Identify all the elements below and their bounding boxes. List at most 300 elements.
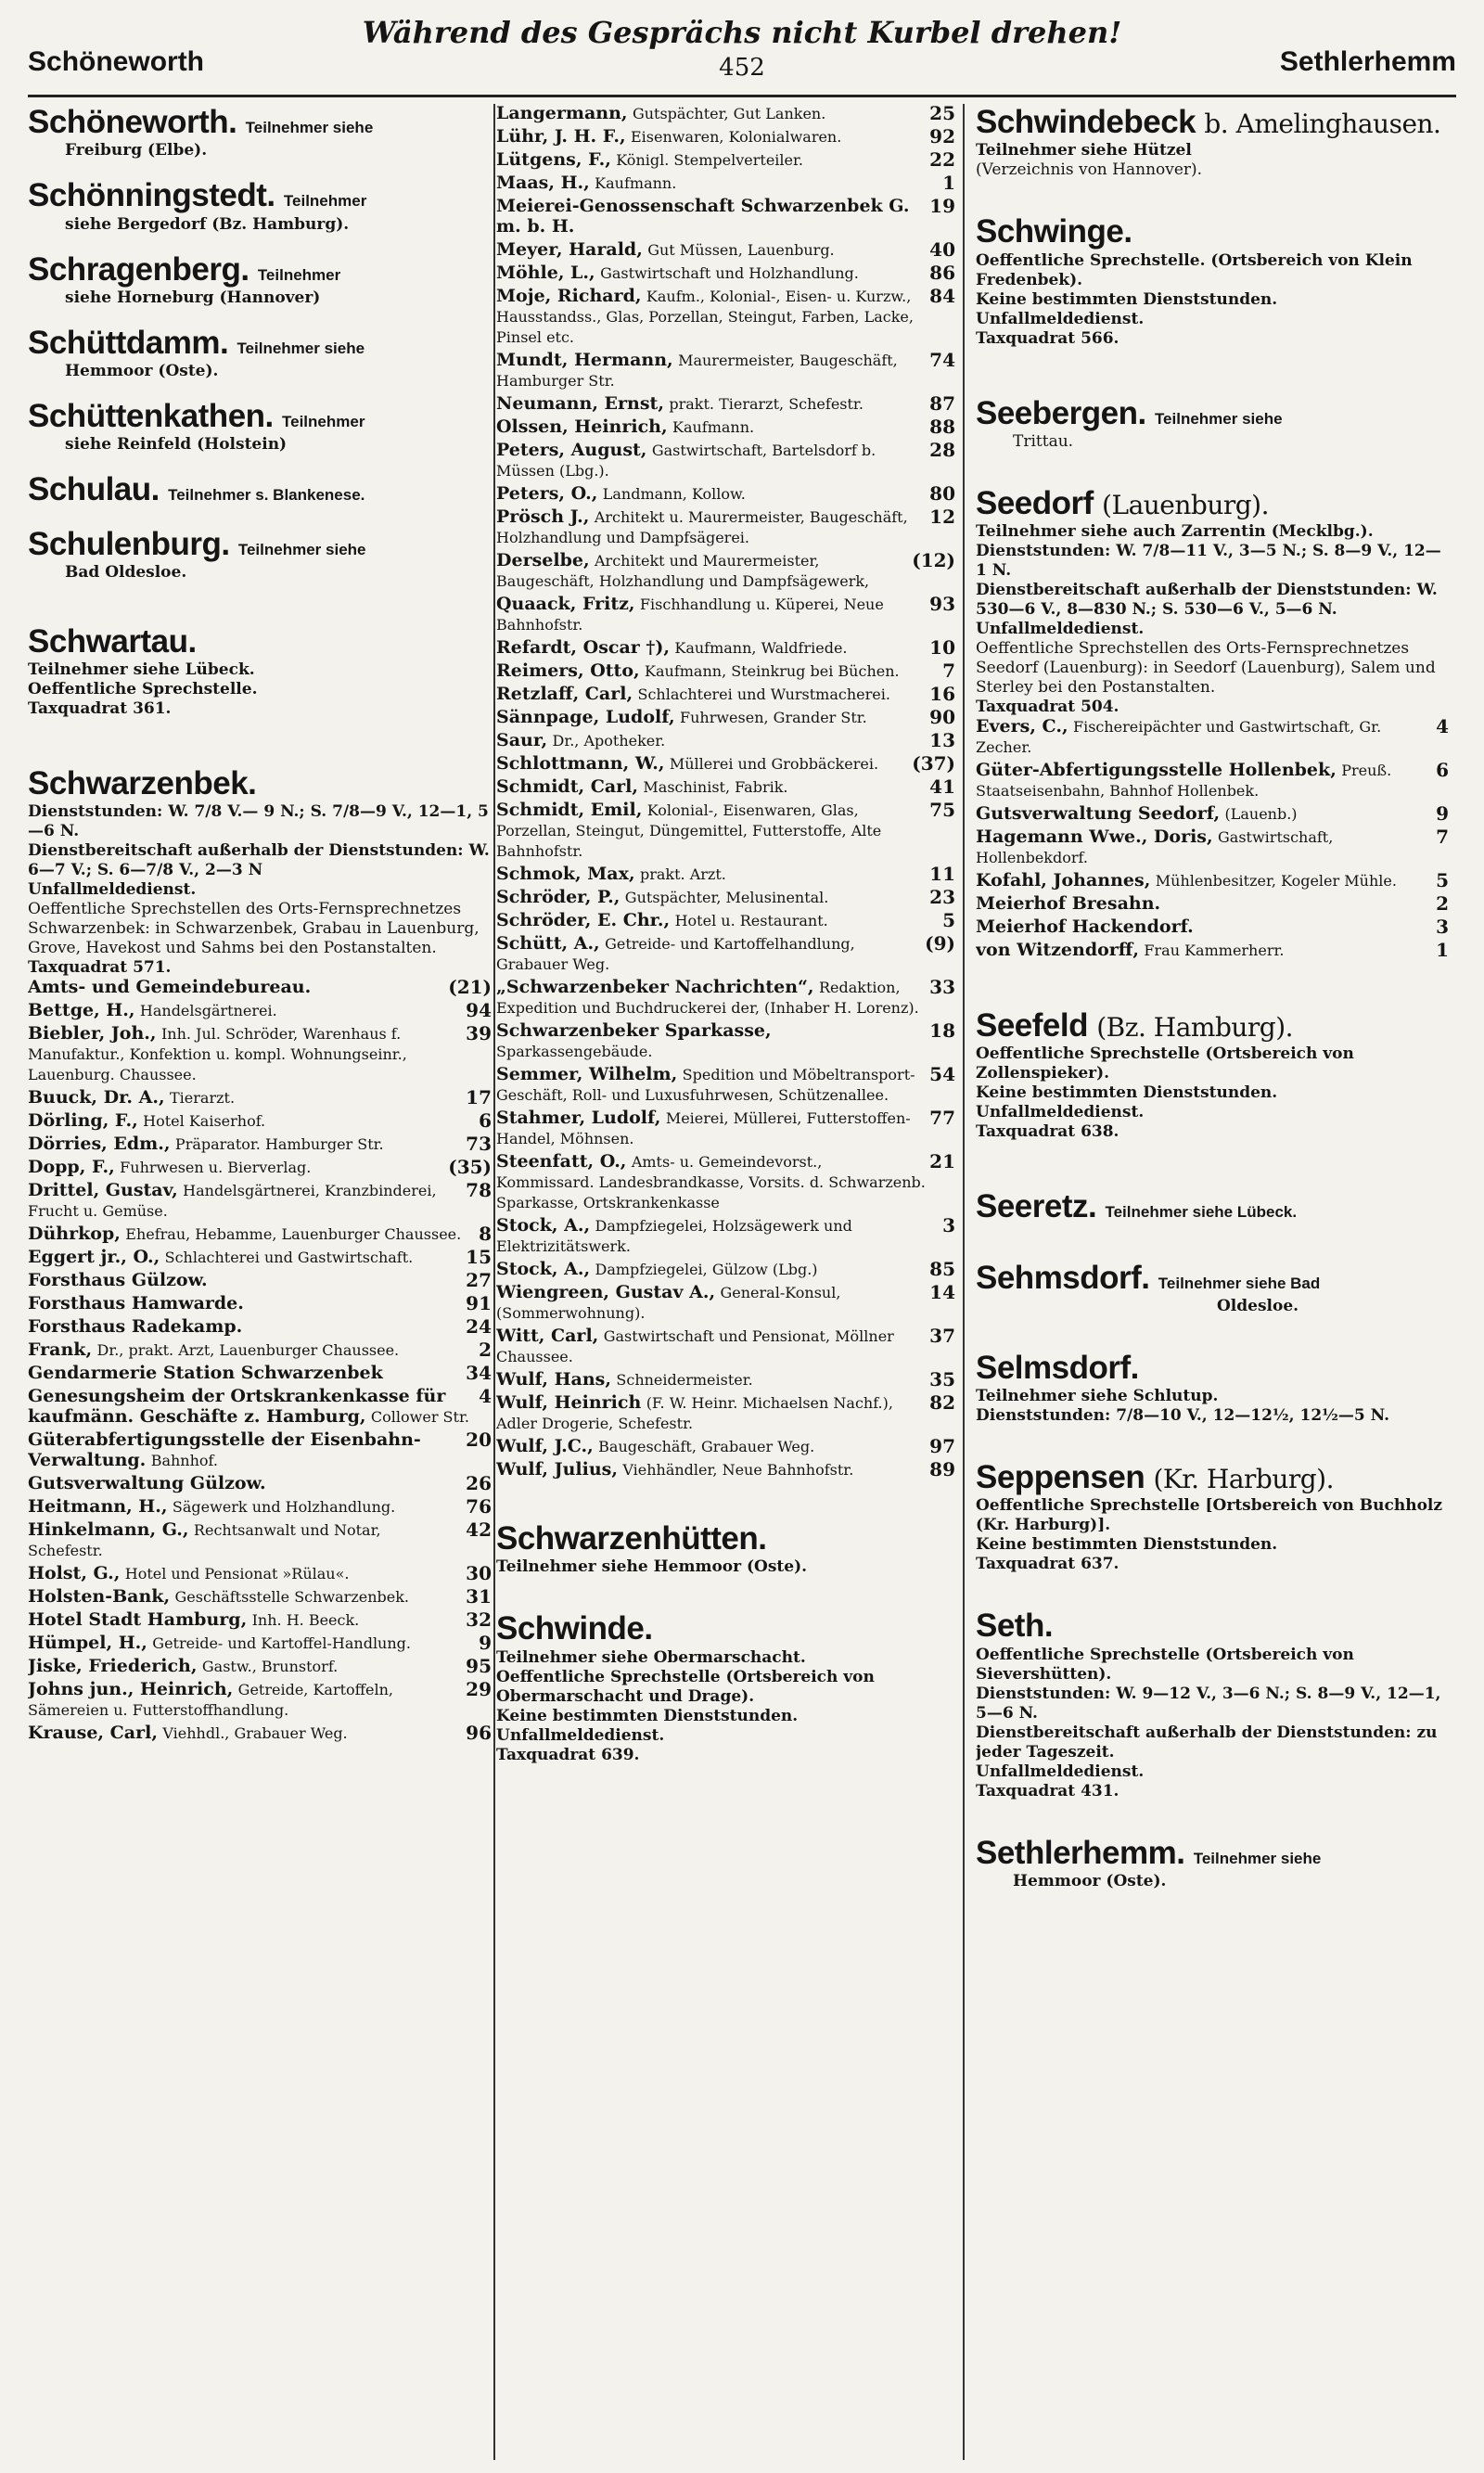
subscriber-name: Retzlaff, Carl, xyxy=(496,685,633,704)
subscriber-name: Lühr, J. H. F., xyxy=(496,127,626,147)
town-name: Schulau. xyxy=(28,471,160,508)
phone-number: 17 xyxy=(466,1088,492,1109)
subscriber-name: Güterabfertigungsstelle der Eisenbahn-Verwaltung. xyxy=(28,1430,421,1471)
subscriber-entry xyxy=(496,708,955,728)
town-reference: Teilnehmer siehe xyxy=(237,339,365,357)
subscriber-entry xyxy=(496,1283,955,1324)
subscriber-entry xyxy=(28,1474,492,1494)
subscriber-name: Gutsverwaltung Gülzow. xyxy=(28,1474,266,1494)
page-header xyxy=(28,15,1456,93)
town-heading xyxy=(976,395,1449,432)
town-heading xyxy=(976,1835,1449,1872)
subscriber-name: Witt, Carl, xyxy=(496,1326,599,1346)
phone-number: 29 xyxy=(466,1680,492,1701)
subscriber-list xyxy=(28,978,492,1744)
town-block-seebergen xyxy=(976,395,1449,452)
subscriber-entry xyxy=(28,1001,492,1021)
subscriber-entry xyxy=(496,394,955,415)
town-subtitle: (Bz. Hamburg). xyxy=(1096,1012,1294,1043)
column-3 xyxy=(976,104,1449,2460)
subscriber-description: Redaktion, Expedition und Buchdruckerei der, (Inhaber H. Lorenz). xyxy=(496,979,919,1017)
info-line: Taxquadrat 431. xyxy=(976,1781,1119,1800)
subscriber-entry xyxy=(976,871,1449,891)
subscriber-name: Frank, xyxy=(28,1340,93,1361)
phone-number: 16 xyxy=(929,685,955,705)
town-name: Schragenberg. xyxy=(28,250,249,288)
subscriber-name: Stahmer, Ludolf, xyxy=(496,1108,661,1128)
phone-number: 75 xyxy=(929,801,955,821)
subscriber-description: Hotel u. Restaurant. xyxy=(674,912,828,929)
town-heading xyxy=(28,471,492,508)
subscriber-description: Gastwirtschaft, Bartelsdorf b. Müssen (Lbg.). xyxy=(496,442,876,480)
subscriber-description: Gastwirtschaft, Hollenbekdorf. xyxy=(976,828,1334,866)
town-reference-target: Bad Oldesloe. xyxy=(65,562,187,582)
info-line: Dienstbereitschaft außerhalb der Dienststunden: W. 6—7 V.; S. 6—7/8 V., 2—3 N xyxy=(28,841,490,880)
subscriber-entry xyxy=(496,551,955,592)
subscriber-entry xyxy=(28,1587,492,1608)
subscriber-description: Frau Kammerherr. xyxy=(1144,942,1285,959)
info-line: Dienststunden: W. 9—12 V., 3—6 N.; S. 8—9 V., 12—1, 5—6 N. xyxy=(976,1684,1441,1723)
town-name: Schöneworth. xyxy=(28,104,237,140)
subscriber-entry xyxy=(28,1680,492,1721)
info-line: Keine bestimmten Dienststunden. Unfallmeldedienst. xyxy=(976,289,1278,328)
phone-number: 22 xyxy=(929,150,955,171)
subscriber-description: Viehhändler, Neue Bahnhofstr. xyxy=(622,1461,854,1479)
info-line: Unfallmeldedienst. xyxy=(28,880,197,900)
info-line: Hemmoor (Oste). xyxy=(1013,1871,1167,1890)
town-heading xyxy=(976,1459,1449,1496)
phone-number: 8 xyxy=(479,1224,492,1246)
subscriber-entry xyxy=(28,1610,492,1631)
phone-number: 27 xyxy=(466,1271,492,1292)
subscriber-description: Handelsgärtnerei. xyxy=(139,1002,277,1020)
phone-number: (12) xyxy=(912,551,955,571)
phone-number: 89 xyxy=(929,1460,955,1480)
town-heading: Schwinge. xyxy=(976,213,1132,250)
subscriber-entry xyxy=(28,1271,492,1291)
subscriber-name: Saur, xyxy=(496,731,548,750)
town-name: Sethlerhemm. xyxy=(976,1834,1185,1871)
subscriber-entry xyxy=(496,1260,955,1280)
subscriber-entry xyxy=(496,507,955,548)
subscriber-entry xyxy=(28,1723,492,1744)
town-reference-block xyxy=(28,177,492,234)
town-heading xyxy=(28,251,492,288)
subscriber-entry xyxy=(496,1326,955,1367)
phone-number: 91 xyxy=(466,1294,492,1315)
subscriber-entry xyxy=(496,127,955,147)
subscriber-list-continued xyxy=(496,104,955,1480)
subscriber-name: Peters, August, xyxy=(496,441,647,460)
phone-number: 23 xyxy=(929,888,955,908)
subscriber-entry xyxy=(496,595,955,635)
subscriber-description: General-Konsul, (Sommerwohnung). xyxy=(496,1284,841,1322)
subscriber-name: Holsten-Bank, xyxy=(28,1587,171,1608)
subscriber-entry xyxy=(496,173,955,194)
phone-number: 20 xyxy=(466,1430,492,1452)
subscriber-name: Meierhof Hackendorf. xyxy=(976,917,1194,937)
subscriber-description: Architekt und Maurermeister, Baugeschäft, Holzhandlung und Dampfsägewerk, xyxy=(496,552,870,590)
subscriber-name: Dopp, F., xyxy=(28,1158,115,1178)
subscriber-name: Derselbe, xyxy=(496,551,590,570)
subscriber-entry xyxy=(28,1634,492,1654)
town-reference-block xyxy=(28,526,492,583)
town-heading: Schwarzenbek. xyxy=(28,765,257,801)
town-block-seedorf xyxy=(976,485,1449,961)
subscriber-name: Mundt, Hermann, xyxy=(496,351,673,370)
phone-number: 32 xyxy=(466,1610,492,1632)
phone-number: (37) xyxy=(912,754,955,775)
info-line: Taxquadrat 571. xyxy=(28,958,172,978)
town-reference: Teilnehmer siehe Lübeck. xyxy=(1105,1203,1298,1222)
info-line: Oeffentliche Sprechstelle (Ortsbereich von Zollenspieker). xyxy=(976,1044,1354,1083)
subscriber-description: Müllerei und Grobbäckerei. xyxy=(669,755,879,773)
subscriber-name: Schröder, P., xyxy=(496,888,620,907)
phone-number: 74 xyxy=(929,351,955,371)
subscriber-list xyxy=(976,717,1449,961)
subscriber-entry xyxy=(496,1108,955,1149)
subscriber-entry xyxy=(28,1340,492,1361)
town-reference: Teilnehmer siehe Bad xyxy=(1158,1274,1321,1292)
subscriber-name: Refardt, Oscar †), xyxy=(496,638,670,658)
town-heading xyxy=(28,177,492,214)
subscriber-entry xyxy=(976,827,1449,868)
subscriber-description: Präparator. Hamburger Str. xyxy=(174,1135,384,1154)
subscriber-description: Kaufmann, Steinkrug bei Büchen. xyxy=(645,662,900,680)
phone-number: 6 xyxy=(1436,761,1449,781)
subscriber-name: Lütgens, F., xyxy=(496,150,611,170)
info-line: Oeffentliche Sprechstelle. xyxy=(28,680,258,698)
subscriber-name: Bettge, H., xyxy=(28,1001,135,1021)
phone-number: 87 xyxy=(929,394,955,415)
town-block-schwartau xyxy=(28,623,492,719)
info-line: (Verzeichnis von Hannover). xyxy=(976,160,1203,180)
subscriber-description: Geschäftsstelle Schwarzenbek. xyxy=(174,1588,410,1607)
phone-number: 39 xyxy=(466,1024,492,1045)
subscriber-entry xyxy=(496,287,955,348)
subscriber-description: Dr., Apotheker. xyxy=(552,732,666,750)
subscriber-entry xyxy=(28,1248,492,1268)
town-block-seth xyxy=(976,1608,1449,1800)
page-number: 452 xyxy=(719,54,765,82)
subscriber-entry xyxy=(496,1065,955,1106)
subscriber-entry xyxy=(496,104,955,124)
subscriber-description: Amts- u. Gemeindevorst., Kommissard. Landesbrandkasse, Vorsits. d. Schwarzenb. Sparkasse, Ortskrankenkasse xyxy=(496,1153,926,1211)
subscriber-entry xyxy=(28,1497,492,1518)
phone-number: (9) xyxy=(925,934,955,955)
subscriber-description: Ehefrau, Hebamme, Lauenburger Chaussee. xyxy=(125,1225,462,1244)
subscriber-description: Schlachterei und Gastwirtschaft. xyxy=(164,1249,414,1267)
phone-number: 54 xyxy=(929,1065,955,1085)
phone-number: 95 xyxy=(466,1657,492,1678)
subscriber-description: Getreide- und Kartoffelhandlung, Grabauer Weg. xyxy=(496,935,855,973)
subscriber-description: Landmann, Kollow. xyxy=(602,485,746,503)
subscriber-entry xyxy=(976,717,1449,758)
subscriber-name: Forsthaus Radekamp. xyxy=(28,1317,243,1338)
info-line: Taxquadrat 638. xyxy=(976,1122,1119,1142)
phone-number: 73 xyxy=(466,1134,492,1156)
subscriber-entry xyxy=(28,1520,492,1561)
town-reference-block xyxy=(28,104,492,160)
phone-number: 3 xyxy=(1436,917,1449,938)
subscriber-description: Getreide- und Kartoffel-Handlung. xyxy=(152,1634,411,1653)
phone-number: 6 xyxy=(479,1111,492,1133)
town-block-selmsdorf xyxy=(976,1350,1449,1426)
phone-number: 18 xyxy=(929,1021,955,1042)
subscriber-entry xyxy=(28,1657,492,1677)
subscriber-name: Biebler, Joh., xyxy=(28,1024,157,1044)
town-reference: Teilnehmer siehe xyxy=(1193,1849,1322,1867)
town-heading xyxy=(28,325,492,362)
info-line: Taxquadrat 637. xyxy=(976,1555,1119,1574)
subscriber-description: Kaufmann. xyxy=(595,174,677,192)
subscriber-entry xyxy=(28,1364,492,1384)
subscriber-name: Schmok, Max, xyxy=(496,865,635,884)
subscriber-name: Maas, H., xyxy=(496,173,590,193)
subscriber-description: Mühlenbesitzer, Kogeler Mühle. xyxy=(1155,872,1397,890)
subscriber-entry xyxy=(28,1564,492,1584)
subscriber-entry xyxy=(496,731,955,751)
town-reference-target: Freiburg (Elbe). xyxy=(65,141,208,160)
subscriber-name: Güter-Abfertigungsstelle Hollenbek, xyxy=(976,761,1337,780)
phone-number: 96 xyxy=(466,1723,492,1745)
subscriber-name: Heitmann, H., xyxy=(28,1497,168,1518)
subscriber-entry xyxy=(976,804,1449,825)
subscriber-description: Hotel und Pensionat »Rülau«. xyxy=(124,1565,350,1583)
phone-number: 21 xyxy=(929,1152,955,1172)
phone-number: (35) xyxy=(448,1158,492,1179)
info-line: Dienststunden: 7/8—10 V., 12—12½, 12½—5 N. xyxy=(976,1406,1390,1425)
subscriber-name: Krause, Carl, xyxy=(28,1723,158,1744)
subscriber-description: Spedition und Möbeltransport-Geschäft, Roll- und Luxusfuhrwesen, Schützenallee. xyxy=(496,1066,915,1104)
town-heading: Schwarzenhütten. xyxy=(496,1520,767,1557)
info-line: Oeffentliche Sprechstelle (Ortsbereich von Obermarschacht und Drage). xyxy=(496,1667,875,1706)
column-divider-2 xyxy=(963,104,965,2460)
subscriber-name: Schmidt, Carl, xyxy=(496,777,638,797)
phone-number: 82 xyxy=(929,1393,955,1414)
subscriber-name: Schütt, A., xyxy=(496,934,600,954)
subscriber-description: Tierarzt. xyxy=(170,1089,236,1108)
subscriber-description: Gutspächter, Gut Lanken. xyxy=(632,105,826,122)
phone-number: 4 xyxy=(479,1387,492,1408)
subscriber-name: Schmidt, Emil, xyxy=(496,801,643,820)
phone-number: 2 xyxy=(479,1340,492,1362)
subscriber-entry xyxy=(28,978,492,998)
phone-number: 15 xyxy=(466,1248,492,1269)
subscriber-description: Maurermeister, Baugeschäft, Hamburger Str. xyxy=(496,352,898,390)
town-block-seeretz xyxy=(976,1188,1449,1225)
phone-number: 3 xyxy=(942,1216,955,1236)
subscriber-name: „Schwarzenbeker Nachrichten“, xyxy=(496,978,814,997)
info-line: Dienststunden: W. 7/8 V.— 9 N.; S. 7/8—9 V., 12—1, 5—6 N. xyxy=(28,802,489,841)
phone-number: 9 xyxy=(1436,804,1449,825)
subscriber-name: Forsthaus Hamwarde. xyxy=(28,1294,244,1314)
subscriber-name: Langermann, xyxy=(496,104,628,123)
phone-number: 19 xyxy=(929,197,955,217)
subscriber-entry xyxy=(496,1437,955,1457)
town-name: Seefeld xyxy=(976,1007,1088,1044)
phone-number: 30 xyxy=(466,1564,492,1585)
town-block-schwindebeck xyxy=(976,104,1449,180)
town-subtitle: (Lauenburg). xyxy=(1102,489,1269,520)
subscriber-name: Dörries, Edm., xyxy=(28,1134,171,1155)
subscriber-entry xyxy=(28,1181,492,1222)
subscriber-entry xyxy=(496,661,955,682)
subscriber-name: Schwarzenbeker Sparkasse, xyxy=(496,1021,772,1041)
subscriber-name: Kofahl, Johannes, xyxy=(976,871,1151,891)
subscriber-description: prakt. Tierarzt, Schefestr. xyxy=(669,395,864,413)
town-heading xyxy=(28,104,492,141)
subscriber-name: Eggert jr., O., xyxy=(28,1248,160,1268)
subscriber-name: Meierei-Genossenschaft Schwarzenbek G. m. b. H. xyxy=(496,197,910,237)
info-line: Teilnehmer siehe Schlutup. xyxy=(976,1387,1219,1405)
town-heading: Schwinde. xyxy=(496,1610,653,1647)
subscriber-description: Sägewerk und Holzhandlung. xyxy=(172,1498,396,1517)
subscriber-entry xyxy=(28,1134,492,1155)
phone-number: 26 xyxy=(466,1474,492,1495)
subscriber-name: Quaack, Fritz, xyxy=(496,595,635,614)
subscriber-description: Preuß. Staatseisenbahn, Bahnhof Hollenbek. xyxy=(976,762,1392,800)
subscriber-description: Maschinist, Fabrik. xyxy=(643,778,788,796)
subscriber-description: prakt. Arzt. xyxy=(639,865,726,883)
header-left-keyword: Schöneworth xyxy=(28,46,205,77)
town-reference-block xyxy=(28,471,492,508)
town-reference: Teilnehmer xyxy=(257,265,341,284)
subscriber-name: Olssen, Heinrich, xyxy=(496,417,668,437)
subscriber-entry xyxy=(496,263,955,284)
phone-number: 14 xyxy=(929,1283,955,1303)
subscriber-entry xyxy=(496,1393,955,1434)
subscriber-entry xyxy=(976,761,1449,801)
phone-number: (21) xyxy=(448,978,492,999)
subscriber-description: Kolonial-, Eisenwaren, Glas, Porzellan, Steingut, Düngemittel, Futterstoffe, Alte Bahnhofstr. xyxy=(496,801,882,860)
subscriber-description: Viehhdl., Grabauer Weg. xyxy=(162,1724,348,1743)
subscriber-entry xyxy=(496,1152,955,1213)
town-name: Seedorf xyxy=(976,484,1094,521)
subscriber-description: Dampfziegelei, Gülzow (Lbg.) xyxy=(595,1261,818,1278)
subscriber-entry xyxy=(976,917,1449,938)
header-notice: Während des Gesprächs nicht Kurbel drehen! xyxy=(362,15,1122,50)
subscriber-entry xyxy=(496,441,955,481)
subscriber-entry xyxy=(496,801,955,862)
town-name: Schwindebeck xyxy=(976,104,1196,140)
subscriber-description: Inh. H. Beeck. xyxy=(251,1611,360,1630)
subscriber-description: Fischereipächter und Gastwirtschaft, Gr. Zecher. xyxy=(976,718,1382,756)
town-reference-target: Hemmoor (Oste). xyxy=(65,362,219,380)
subscriber-description: Rechtsanwalt und Notar, Schefestr. xyxy=(28,1521,381,1560)
info-line: Oldesloe. xyxy=(1217,1296,1299,1315)
subscriber-description: Gut Müssen, Lauenburg. xyxy=(647,241,835,259)
town-block-schwinge xyxy=(976,213,1449,348)
info-line: Taxquadrat 639. xyxy=(496,1745,640,1764)
phone-number: 2 xyxy=(1436,894,1449,915)
header-right-keyword: Sethlerhemm xyxy=(1279,46,1456,77)
town-reference: Teilnehmer siehe xyxy=(245,119,374,136)
subscriber-entry xyxy=(496,417,955,438)
subscriber-entry xyxy=(496,351,955,391)
phone-number: 13 xyxy=(929,731,955,751)
subscriber-description: Dr., prakt. Arzt, Lauenburger Chaussee. xyxy=(96,1341,400,1360)
town-block-schwarzenhuetten xyxy=(496,1520,955,1577)
info-line: Teilnehmer siehe Hemmoor (Oste). xyxy=(496,1557,808,1577)
town-heading xyxy=(28,398,492,435)
subscriber-description: Inh. Jul. Schröder, Warenhaus f. Manufaktur., Konfektion u. kompl. Wohnungseinr., Lauenburg. Chaussee. xyxy=(28,1025,407,1084)
column-2 xyxy=(496,104,955,2460)
subscriber-entry xyxy=(28,1088,492,1108)
column-1 xyxy=(28,104,492,2460)
phone-number: 37 xyxy=(929,1326,955,1347)
phone-number: 9 xyxy=(479,1634,492,1655)
town-heading xyxy=(976,485,1449,522)
subscriber-entry xyxy=(28,1224,492,1245)
info-line: Dienststunden: W. 7/8—11 V., 3—5 N.; S. 8—9 V., 12—1 N. xyxy=(976,542,1441,580)
subscriber-entry xyxy=(976,941,1449,961)
info-line: Taxquadrat 361. xyxy=(28,699,172,718)
town-name: Seebergen. xyxy=(976,394,1146,431)
subscriber-entry xyxy=(496,1460,955,1480)
subscriber-description: Architekt u. Maurermeister, Baugeschäft, Holzhandlung und Dampfsägerei. xyxy=(496,508,908,546)
town-reference-target: siehe Bergedorf (Bz. Hamburg). xyxy=(65,214,350,234)
subscriber-name: Wulf, J.C., xyxy=(496,1437,594,1456)
subscriber-description: Handelsgärtnerei, Kranzbinderei, Frucht u. Gemüse. xyxy=(28,1182,437,1221)
subscriber-entry xyxy=(496,150,955,171)
subscriber-name: Drittel, Gustav, xyxy=(28,1181,178,1201)
subscriber-name: Gendarmerie Station Schwarzenbek xyxy=(28,1364,383,1384)
subscriber-name: Forsthaus Gülzow. xyxy=(28,1271,208,1291)
town-heading xyxy=(976,1260,1449,1297)
subscriber-description: (F. W. Heinr. Michaelsen Nachf.), Adler Drogerie, Schefestr. xyxy=(496,1394,893,1432)
subscriber-entry xyxy=(496,865,955,885)
subscriber-name: von Witzendorff, xyxy=(976,941,1140,960)
town-name: Schulenburg. xyxy=(28,525,230,562)
town-reference-target: siehe Reinfeld (Holstein) xyxy=(65,435,288,455)
subscriber-entry xyxy=(28,1024,492,1085)
subscriber-name: Hagemann Wwe., Doris, xyxy=(976,827,1213,847)
town-name: Schüttenkathen. xyxy=(28,398,274,434)
subscriber-name: Reimers, Otto, xyxy=(496,661,640,681)
town-block-seppensen xyxy=(976,1459,1449,1574)
info-line: Dienstbereitschaft außerhalb der Dienststunden: W. 530—6 V., 8—830 N.; S. 530—6 V., 5—6 N. Unfallmeldedienst. xyxy=(976,581,1438,638)
subscriber-entry xyxy=(28,1294,492,1314)
town-name: Schönningstedt. xyxy=(28,177,275,214)
town-reference: Teilnehmer xyxy=(282,413,365,430)
subscriber-name: Jiske, Friederich, xyxy=(28,1657,198,1677)
phone-number: 5 xyxy=(942,911,955,931)
subscriber-entry xyxy=(28,1158,492,1178)
phone-number: 40 xyxy=(929,240,955,261)
header-rule xyxy=(28,95,1456,97)
town-name: Seeretz. xyxy=(976,1188,1097,1225)
subscriber-description: Gastwirtschaft und Pensionat, Möllner Chaussee. xyxy=(496,1327,894,1365)
phone-number: 1 xyxy=(1436,941,1449,961)
phone-number: 4 xyxy=(1436,717,1449,737)
phone-number: 33 xyxy=(929,978,955,998)
info-line: Teilnehmer siehe Hützel xyxy=(976,141,1192,160)
subscriber-name: Meyer, Harald, xyxy=(496,240,643,260)
subscriber-description: Schlachterei und Wurstmacherei. xyxy=(637,686,890,703)
subscriber-entry xyxy=(496,934,955,975)
phone-number: 35 xyxy=(929,1370,955,1390)
phone-number: 92 xyxy=(929,127,955,147)
phone-number: 77 xyxy=(929,1108,955,1129)
town-block-schwarzenbek xyxy=(28,765,492,1744)
subscriber-name: Hümpel, H., xyxy=(28,1634,147,1654)
subscriber-entry xyxy=(28,1387,492,1428)
town-reference: Teilnehmer siehe xyxy=(1154,409,1283,428)
phone-number: 88 xyxy=(929,417,955,438)
phone-number: 80 xyxy=(929,484,955,505)
subscriber-description: Collower Str. xyxy=(370,1408,469,1427)
